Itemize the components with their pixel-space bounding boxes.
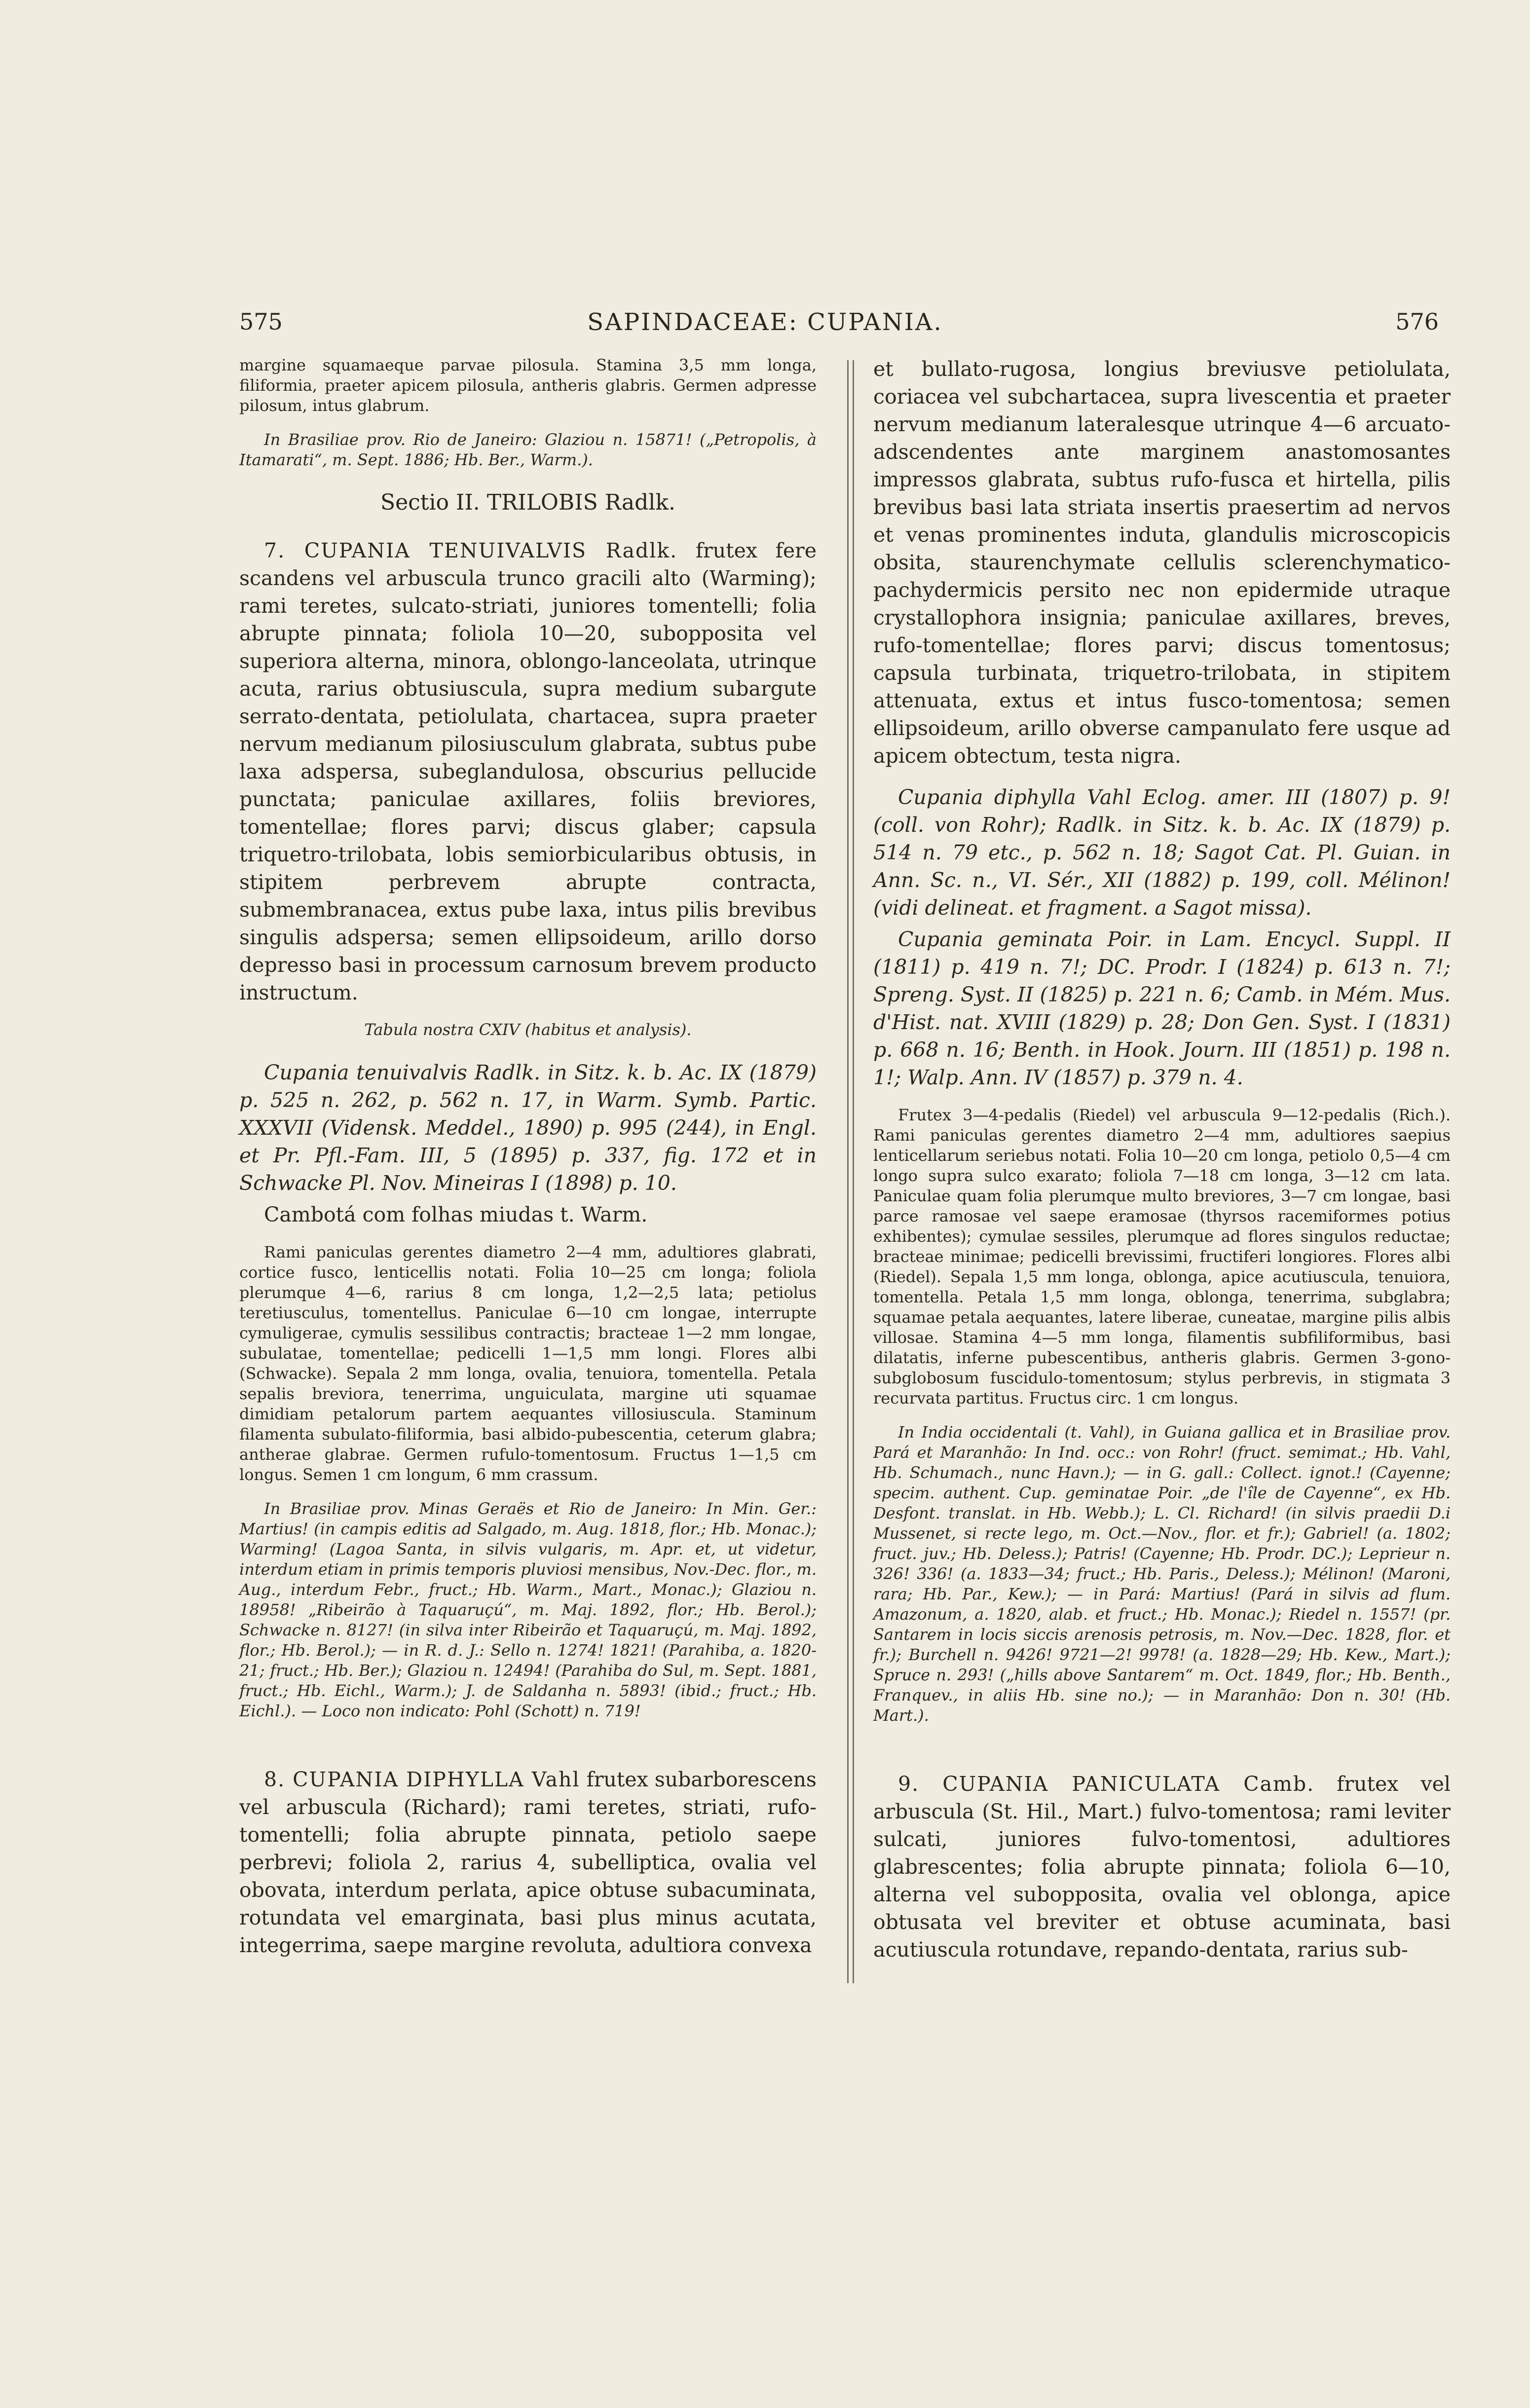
species-8-citation-2: Cupania geminata Poir. in Lam. Encycl. Suppl. II (1811) p. 419 n. 7!; DC. Prodr. I (1824) p. 613 n. 7!; Spreng. Syst. II (1825) p. 221 n. 6; Camb. in Mém. Mus. d'Hist. nat. XVIII (1829) p. 28; Don Gen. Syst. I (1831) p. 668 n. 16; Benth. in Hook. Journ. III (1851) p. 198 n. 1!; Walp. Ann. IV (1857) p. 379 n. 4. — [873, 927, 1451, 1089]
species-8-title: 8. CUPANIA DIPHYLLA Vahl — [264, 1768, 580, 1791]
species-8-details: Frutex 3—4-pedalis (Riedel) vel arbuscula 9—12-pedalis (Rich.). Rami paniculas gerentes diametro 2—4 mm, adultiores saepius lenticellarum seriebus notati. Folia 10—20 cm longa, petiolo 0,5—4 cm longo supra sulco exarato; foliola 7—18 cm longa, 3—12 cm lata. Paniculae quam folia plerumque multo breviores, 3—7 cm longae, basi parce ramosae vel saepe eramosae (thyrsos racemiformes potius exhibentes); cymulae sessiles, plerumque ad flores singulos reductae; bracteae minimae; pedicelli brevissimi, fructiferi longiores. Flores albi (Riedel). Sepala 1,5 mm longa, oblonga, apice acutiuscula, tenuiora, tomentella. Petala 1,5 mm longa, oblonga, tenerrima, subglabra; squamae petala aequantes, latere liberae, cuneatae, margine pilis albis villosae. Stamina 4—5 mm longa, filamentis subfiliformibus, basi dilatatis, inferne pubescentibus, antheris glabris. Germen 3-gono-subglobosum fuscidulo-tomentosum; stylus perbrevis, in stigmata 3 recurvata partitus. Fructus circ. 1 cm longus. — [873, 1106, 1451, 1408]
section-heading: Sectio II. TRILOBIS Radlk. — [380, 490, 676, 515]
species-7-details: Rami paniculas gerentes diametro 2—4 mm, adultiores glabrati, cortice fusco, lenticellis notati. Folia 10—25 cm longa; foliola plerumque 4—6, rarius 8 cm longa, 1,2—2,5 lata; petiolus teretiusculus, tomentellus. Paniculae 6—10 cm longae, interrupte cymuligerae, cymulis sessilibus contractis; bracteae 1—2 mm longae, subulatae, tomentellae; pedicelli 1—1,5 mm longi. Flores albi (Schwacke). Sepala 2 mm longa, ovalia, tenuiora, tomentella. Petala sepalis breviora, tenerrima, unguiculata, margine uti squamae dimidiam petalorum partem aequantes villosiuscula. Staminum filamenta subulato-filiformia, basi albido-pubescentia, ceterum glabra; antherae glabrae. Germen rufulo-tomentosum. Fructus 1—1,5 cm longus. Semen 1 cm longum, 6 mm crassum. — [239, 1243, 817, 1484]
species-8-locality: In India occidentali (t. Vahl), in Guiana gallica et in Brasiliae prov. Pará et Maranhão: In Ind. occ.: von Rohr! (fruct. semimat.; Hb. Vahl, Hb. Schumach., nunc Havn.); — in G. gall.: Collect. ignot.! (Cayenne; specim. authent. Cup. geminatae Poir. „de l'île de Cayenne“, ex Hb. Desfont. translat. in Hb. Webb.); L. Cl. Richard! (in silvis praedii D.i Mussenet, si recte lego, m. Oct.—Nov., flor. et fr.); Gabriel! (a. 1802; fruct. juv.; Hb. Deless.); Patris! (Cayenne; Hb. Prodr. DC.); Leprieur n. 326! 336! (a. 1833—34; fruct.; Hb. Paris., Deless.); Mélinon! (Maroni, rara; Hb. Par., Kew.); — in Pará: Martius! (Pará in silvis ad flum. Amazonum, a. 1820, alab. et fruct.; Hb. Monac.); Riedel n. 1557! (pr. Santarem in locis siccis arenosis petrosis, m. Nov.—Dec. 1828, flor. et fr.); Burchell n. 9426! 9721—2! 9978! (a. 1828—29; Hb. Kew., Mart.); Spruce n. 293! („hills above Santarem“ m. Oct. 1849, flor.; Hb. Benth., Franquev., in aliis Hb. sine no.); — in Maranhão: Don n. 30! (Hb. Mart.). — [873, 1423, 1451, 1725]
species-7-text: frutex fere scandens vel arbuscula trunco gracili alto (Warming); rami teretes, sulcato-striati, juniores tomentelli; folia abrupte pinnata; foliola 10—20, subopposita vel superiora alterna, minora, oblongo-lanceolata, utrinque acuta, rarius obtusiuscula, supra medium subargute serrato-dentata, petiolulata, chartacea, supra praeter nervum medianum pilosiusculum glabrata, subtus pube laxa adspersa, subeglandulosa, obscurius pellucide punctata; paniculae axillares, foliis breviores, tomentellae; flores parvi; discus glaber; capsula triquetro-trilobata, lobis semiorbicularibus obtusis, in stipitem perbrevem abrupte contracta, submembranacea, extus pube laxa, intus pilis brevibus singulis adspersa; semen ellipsoideum, arillo dorso depresso basi in processum carnosum brevem producto instructum. — [239, 539, 817, 1004]
page-number-right: 576 — [1395, 308, 1439, 335]
species-8-continued: et bullato-rugosa, longius breviusve petiolulata, coriacea vel subchartacea, supra livescentia et praeter nervum medianum lateralesque utrinque 4—6 arcuato-adscendentes ante marginem anastomosantes impressos glabrata, subtus rufo-fusca et hirtella, pilis brevibus basi lata striata insertis praesertim ad nervos et venas prominentes induta, glandulis microscopicis obsita, staurenchymate cellulis sclerenchymatico-pachydermicis persito nec non epidermide utraque crystallophora insignia; paniculae axillares, breves, rufo-tomentellae; flores parvi; discus tomentosus; capsula turbinata, triquetro-trilobata, in stipitem attenuata, extus et intus fusco-tomentosa; semen ellipsoideum, arillo obverse campanulato fere usque ad apicem obtectum, testa nigra. — [873, 357, 1451, 768]
page-number-left: 575 — [239, 308, 283, 335]
species-8-description — [239, 1766, 817, 1959]
left-top-locality: In Brasiliae prov. Rio de Janeiro: Glaziou n. 15871! („Petropolis, à Itamarati“, m. Sept. 1886; Hb. Ber., Warm.). — [239, 430, 817, 469]
left-top-description: margine squamaeque parvae pilosula. Stamina 3,5 mm longa, filiformia, praeter apicem pilosula, antheris glabris. Germen adpresse pilosum, intus glabrum. — [239, 356, 817, 415]
species-9-description — [873, 1770, 1451, 1963]
column-rule-2 — [853, 360, 854, 1983]
species-7-citation: Cupania tenuivalvis Radlk. in Sitz. k. b. Ac. IX (1879) p. 525 n. 262, p. 562 n. 17, in Warm. Symb. Partic. XXXVII (Vidensk. Meddel., 1890) p. 995 (244), in Engl. et Pr. Pfl.-Fam. III, 5 (1895) p. 337, fig. 172 et in Schwacke Pl. Nov. Mineiras I (1898) p. 10. — [239, 1061, 817, 1195]
species-7-locality: In Brasiliae prov. Minas Geraës et Rio de Janeiro: In Min. Ger.: Martius! (in campis editis ad Salgado, m. Aug. 1818, flor.; Hb. Monac.); Warming! (Lagoa Santa, in silvis vulgaris, m. Apr. et, ut videtur, interdum etiam in primis temporis pluviosi mensibus, Nov.-Dec. flor., m. Aug., interdum Febr., fruct.; Hb. Warm., Mart., Monac.); Glaziou n. 18958! „Ribeirão à Taquaruçú“, m. Maj. 1892, flor.; Hb. Berol.); Schwacke n. 8127! (in silva inter Ribeirão et Taquaruçú, m. Maj. 1892, flor.; Hb. Berol.); — in R. d. J.: Sello n. 1274! 1821! (Parahiba, a. 1820-21; fruct.; Hb. Ber.); Glaziou n. 12494! (Parahiba do Sul, m. Sept. 1881, fruct.; Hb. Eichl., Warm.); J. de Saldanha n. 5893! (ibid.; fruct.; Hb. Eichl.). — Loco non indicato: Pohl (Schott) n. 719! — [239, 1499, 817, 1720]
running-head: SAPINDACEAE: CUPANIA. — [587, 308, 943, 336]
species-9-text: frutex vel arbuscula (St. Hil., Mart.) fulvo-tomentosa; rami leviter sulcati, juniores fulvo-tomentosi, adultiores glabrescentes; folia abrupte pinnata; foliola 6—10, alterna vel subopposita, ovalia vel oblonga, apice obtusata vel breviter et obtuse acuminata, basi acutiuscula rotundave, repando-dentata, rarius sub- — [873, 1772, 1451, 1962]
right-column — [873, 355, 1451, 1977]
species-7-title: 7. CUPANIA TENUIVALVIS Radlk. — [264, 539, 678, 562]
species-8-citation-1: Cupania diphylla Vahl Eclog. amer. III (1807) p. 9! (coll. von Rohr); Radlk. in Sitz. k. b. Ac. IX (1879) p. 514 n. 79 etc., p. 562 n. 18; Sagot Cat. Pl. Guian. in Ann. Sc. n., VI. Sér., XII (1882) p. 199, coll. Mélinon! (vidi delineat. et fragment. a Sagot missa). — [873, 785, 1451, 920]
species-7-vernacular: Cambotá com folhas miudas t. Warm. — [264, 1203, 648, 1226]
species-9-title: 9. CUPANIA PANICULATA Camb. — [898, 1772, 1315, 1796]
column-rule-1 — [847, 360, 849, 1983]
plate-reference: Tabula nostra CXIV (habitus et analysis). — [364, 1020, 692, 1039]
species-7-description — [239, 537, 817, 1006]
species-8-text: frutex subarborescens vel arbuscula (Richard); rami teretes, striati, rufo-tomentelli; folia abrupte pinnata, petiolo saepe perbrevi; foliola 2, rarius 4, subelliptica, ovalia vel obovata, interdum perlata, apice obtuse subacuminata, rotundata vel emarginata, basi plus minus acutata, integerrima, saepe margine revoluta, adultiora convexa — [239, 1768, 817, 1957]
left-column — [239, 355, 817, 1973]
